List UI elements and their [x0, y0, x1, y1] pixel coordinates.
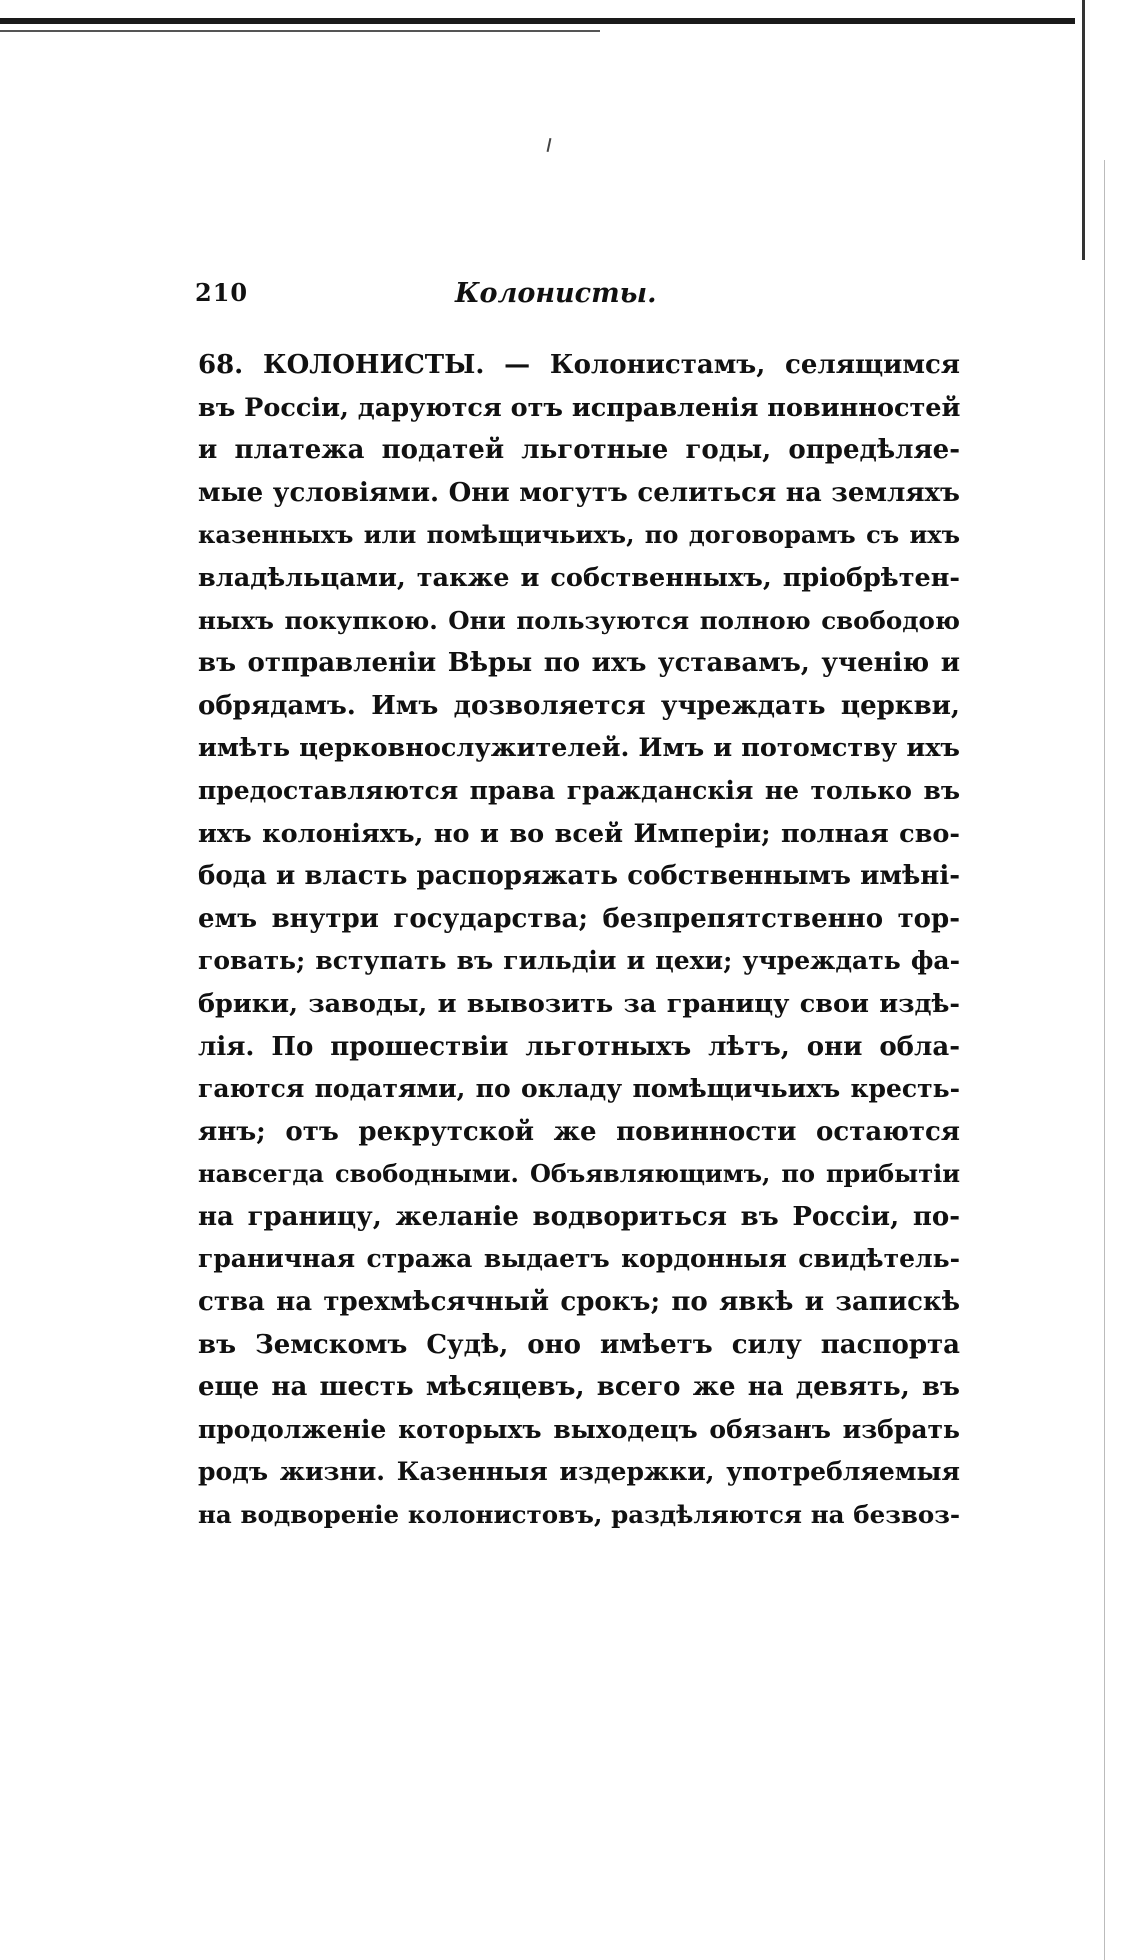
scan-top-edge	[0, 18, 1075, 24]
text-line: и платежа податей льготные годы, опредѣляе-	[198, 435, 960, 466]
text-line: на водвореніе колонистовъ, раздѣляются на безвоз-	[198, 1500, 960, 1530]
text-line: на границу, желаніе водвориться въ Россіи, по-	[198, 1201, 960, 1232]
text-line: 68. КОЛОНИСТЫ. — Колонистамъ, селящимся	[198, 350, 960, 380]
text-line: родъ жизни. Казенныя издержки, употребляемыя	[198, 1457, 960, 1487]
text-line: предоставляются права гражданскія не только въ	[198, 775, 960, 805]
body-text	[198, 344, 960, 1537]
text-line: ства на трехмѣсячный срокъ; по явкѣ и запискѣ	[198, 1287, 960, 1318]
text-line: продолженіе которыхъ выходецъ обязанъ избрать	[198, 1414, 960, 1444]
text-line: казенныхъ или помѣщичьихъ, по договорамъ съ ихъ	[198, 520, 960, 550]
scan-right-edge	[1082, 0, 1085, 260]
text-line: навсегда свободными. Объявляющимъ, по прибытіи	[198, 1159, 960, 1189]
scan-speck	[547, 138, 552, 152]
text-line: гаются податями, по окладу помѣщичьихъ кресть-	[198, 1074, 960, 1104]
text-line: бода и власть распоряжать собственнымъ имѣні-	[198, 861, 960, 892]
text-line: брики, заводы, и вывозить за границу свои издѣ-	[198, 988, 960, 1019]
text-line: въ Земскомъ Судѣ, оно имѣетъ силу паспорта	[198, 1329, 960, 1360]
scan-top-edge-thin	[0, 30, 600, 32]
page-number: 210	[195, 278, 249, 307]
text-line: янъ; отъ рекрутской же повинности остаются	[198, 1116, 960, 1147]
text-line: мые условіями. Они могутъ селиться на земляхъ	[198, 477, 960, 508]
running-title: Колонисты.	[455, 278, 657, 309]
scan-gutter-line	[1104, 160, 1105, 1960]
text-line: въ отправленіи Вѣры по ихъ уставамъ, ученію и	[198, 648, 960, 679]
text-line: говать; вступать въ гильдіи и цехи; учреждать фа-	[198, 946, 960, 976]
text-line: граничная стража выдаетъ кордонныя свидѣтель-	[198, 1244, 960, 1274]
text-line: еще на шесть мѣсяцевъ, всего же на девять, въ	[198, 1372, 960, 1403]
running-head	[195, 278, 955, 318]
text-line: въ Россіи, даруются отъ исправленія повинностей	[198, 392, 961, 423]
text-line: владѣльцами, также и собственныхъ, пріобрѣтен-	[198, 562, 960, 593]
text-line: обрядамъ. Имъ дозволяется учреждать церкви,	[198, 690, 960, 721]
text-line: ныхъ покупкою. Они пользуются полною свободою	[198, 605, 960, 635]
text-line: емъ внутри государства; безпрепятственно тор-	[198, 903, 960, 934]
text-line: имѣть церковнослужителей. Имъ и потомству ихъ	[198, 733, 960, 764]
text-line: лія. По прошествіи льготныхъ лѣтъ, они обла-	[198, 1031, 960, 1062]
text-line: ихъ колоніяхъ, но и во всей Имперіи; полная сво-	[198, 818, 960, 849]
